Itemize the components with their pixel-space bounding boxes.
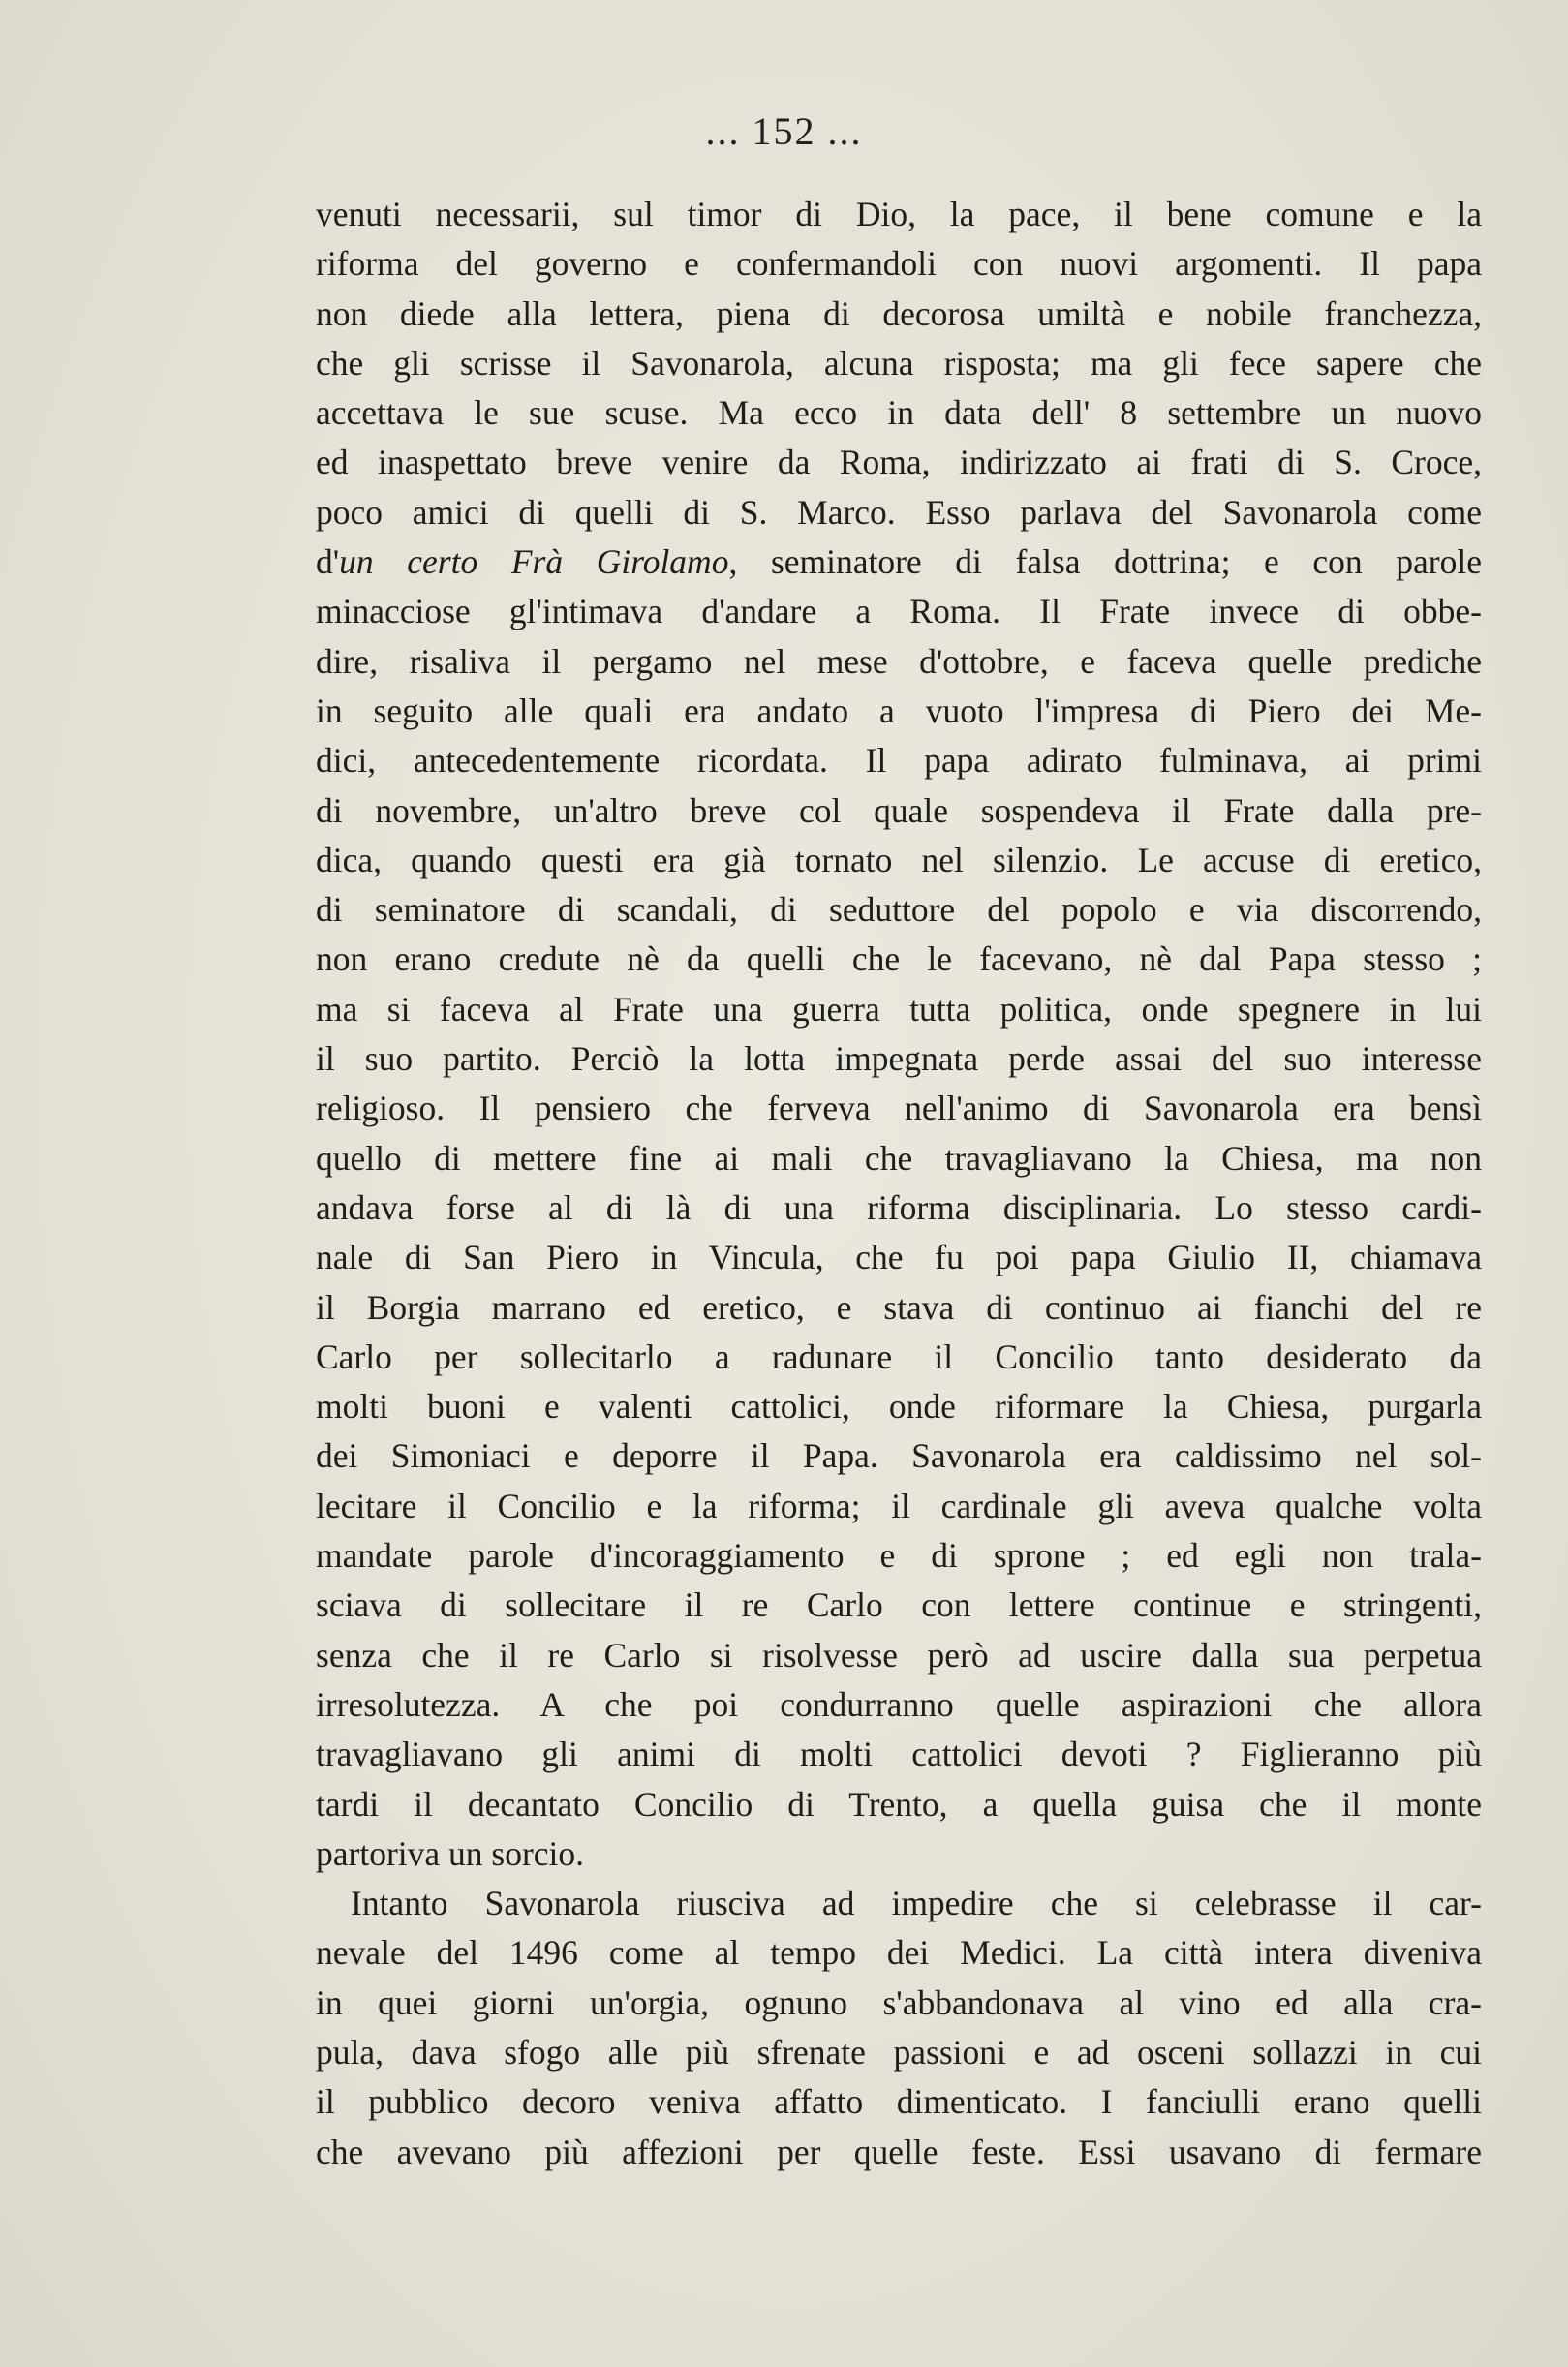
- text-line: poco amici di quelli di S. Marco. Esso parlava del Savonarola come: [316, 492, 1482, 532]
- text-line-pre: d': [316, 542, 340, 582]
- text-line: sciava di sollecitare il re Carlo con lettere continue e stringenti,: [316, 1585, 1482, 1625]
- text-line: molti buoni e valenti cattolici, onde riformare la Chiesa, purgarla: [316, 1387, 1482, 1427]
- text-line: dei Simoniaci e deporre il Papa. Savonarola era caldissimo nel sol-: [316, 1436, 1482, 1476]
- text-line: senza che il re Carlo si risolvesse però ad uscire dalla sua perpetua: [316, 1635, 1482, 1675]
- text-line: non erano credute nè da quelli che le facevano, nè dal Papa stesso ;: [316, 939, 1482, 979]
- text-line: dici, antecedentemente ricordata. Il papa adirato fulminava, ai primi: [316, 741, 1482, 781]
- paragraph-start-line: Intanto Savonarola riusciva ad impedire che si celebrasse il car-: [351, 1884, 1482, 1923]
- text-line: nale di San Piero in Vincula, che fu poi papa Giulio II, chiamava: [316, 1238, 1482, 1277]
- text-line: Carlo per sollecitarlo a radunare il Concilio tanto desiderato da: [316, 1337, 1482, 1376]
- paragraph-end-line: partoriva un sorcio.: [316, 1833, 585, 1873]
- text-line: tardi il decantato Concilio di Trento, a quella guisa che il monte: [316, 1784, 1482, 1824]
- text-line-post: , seminatore di falsa dottrina; e con parole: [728, 542, 1482, 582]
- text-line: ma si faceva al Frate una guerra tutta politica, onde spegnere in lui: [316, 989, 1482, 1029]
- text-line: [316, 538, 1482, 587]
- text-line: andava forse al di là di una riforma disciplinaria. Lo stesso cardi-: [316, 1187, 1482, 1227]
- text-line: dica, quando questi era già tornato nel silenzio. Le accuse di eretico,: [316, 840, 1482, 879]
- text-line: che avevano più affezioni per quelle feste. Essi usavano di fermare: [316, 2132, 1482, 2171]
- text-line: pula, dava sfogo alle più sfrenate passioni e ad osceni sollazzi in cui: [316, 2032, 1482, 2072]
- page-number: ... 152 ...: [705, 109, 863, 153]
- text-line: di seminatore di scandali, di seduttore del popolo e via discorrendo,: [316, 890, 1482, 930]
- text-line: lecitare il Concilio e la riforma; il cardinale gli aveva qualche volta: [316, 1486, 1482, 1525]
- text-line: in seguito alle quali era andato a vuoto l'impresa di Piero dei Me-: [316, 691, 1482, 730]
- text-line: dire, risaliva il pergamo nel mese d'ottobre, e faceva quelle prediche: [316, 641, 1482, 681]
- text-line: nevale del 1496 come al tempo dei Medici. La città intera diveniva: [316, 1933, 1482, 1973]
- text-line: il pubblico decoro veniva affatto dimenticato. I fanciulli erano quelli: [316, 2082, 1482, 2122]
- text-line: accettava le sue scuse. Ma ecco in data dell' 8 settembre un nuovo: [316, 393, 1482, 433]
- text-line: che gli scrisse il Savonarola, alcuna risposta; ma gli fece sapere che: [316, 343, 1482, 383]
- text-line: venuti necessarii, sul timor di Dio, la pace, il bene comune e la: [316, 195, 1482, 233]
- italic-phrase: un certo Frà Girolamo: [339, 542, 729, 582]
- text-line: ed inaspettato breve venire da Roma, indirizzato ai frati di S. Croce,: [316, 443, 1482, 482]
- body-text: [316, 190, 1482, 2177]
- text-line: di novembre, un'altro breve col quale sospendeva il Frate dalla pre-: [316, 790, 1482, 830]
- text-line: irresolutezza. A che poi condurranno quelle aspirazioni che allora: [316, 1684, 1482, 1724]
- text-line: riforma del governo e confermandoli con nuovi argomenti. Il papa: [316, 244, 1482, 284]
- text-line: religioso. Il pensiero che ferveva nell'animo di Savonarola era bensì: [316, 1089, 1482, 1128]
- text-line: mandate parole d'incoraggiamento e di sprone ; ed egli non trala-: [316, 1536, 1482, 1576]
- text-line: minacciose gl'intimava d'andare a Roma. Il Frate invece di obbe-: [316, 592, 1482, 631]
- text-line: non diede alla lettera, piena di decorosa umiltà e nobile franchezza,: [316, 293, 1482, 333]
- text-line: il Borgia marrano ed eretico, e stava di continuo ai fianchi del re: [316, 1287, 1482, 1327]
- text-line: quello di mettere fine ai mali che travagliavano la Chiesa, ma non: [316, 1138, 1482, 1178]
- text-line: il suo partito. Perciò la lotta impegnata perde assai del suo interesse: [316, 1039, 1482, 1079]
- text-line: travagliavano gli animi di molti cattolici devoti ? Figlieranno più: [316, 1735, 1482, 1774]
- text-line: in quei giorni un'orgia, ognuno s'abbandonava al vino ed alla cra-: [316, 1983, 1482, 2022]
